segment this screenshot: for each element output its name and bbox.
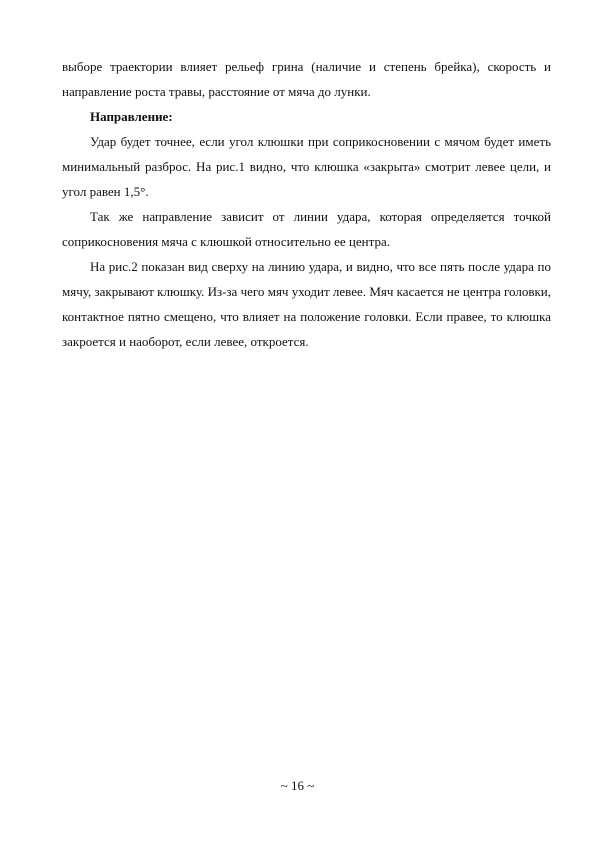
page-number: ~ 16 ~ <box>280 778 315 793</box>
document-body <box>62 54 551 354</box>
section-heading: Направление: <box>90 109 173 124</box>
paragraph-club-angle: Удар будет точнее, если угол клюшки при соприкосновении с мячом будет иметь минимальный разброс. На рис.1 видно, что клюшка «закрыта» смотрит левее цели, и угол равен 1,5°. <box>62 134 551 199</box>
paragraph-figure-2: На рис.2 показан вид сверху на линию удара, и видно, что все пять после удара по мячу, закрывают клюшку. Из-за чего мяч уходит левее. Мяч касается не центра головки, контактное пятно смещено, что влияет на положение головки. Если правее, то клюшка закроется и наоборот, если левее, откроется. <box>62 259 551 349</box>
paragraph-continuation: выборе траектории влияет рельеф грина (наличие и степень брейка), скорость и направление роста травы, расстояние от мяча до лунки. <box>62 59 551 99</box>
paragraph-strike-line: Так же направление зависит от линии удара, которая определяется точкой соприкосновения мяча с клюшкой относительно ее центра. <box>62 209 551 249</box>
